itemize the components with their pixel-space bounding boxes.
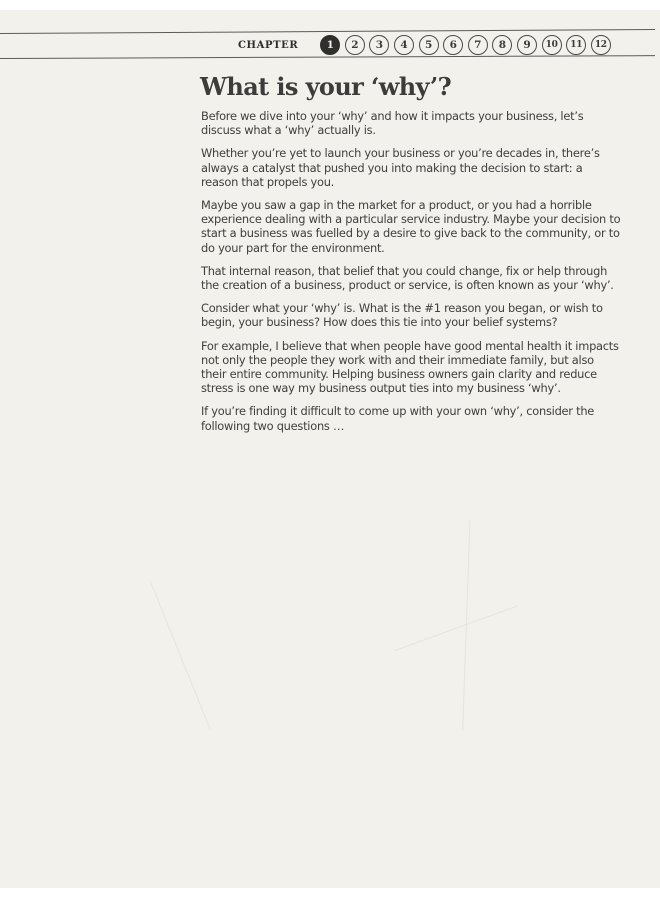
paper-scuff bbox=[395, 606, 518, 651]
chapter-number-11: 11 bbox=[566, 35, 586, 55]
chapter-number-6: 6 bbox=[443, 35, 463, 55]
page-top-edge bbox=[0, 0, 660, 10]
chapter-number-4: 4 bbox=[394, 35, 414, 55]
paragraph: Before we dive into your ‘why’ and how it impacts your business, let’s discuss what a ‘why’ actually is. bbox=[201, 109, 584, 138]
chapter-number-2: 2 bbox=[345, 35, 365, 55]
paragraph: Maybe you saw a gap in the market for a product, or you had a horrible experience dealing with a particular service industry. Maybe your decision to start a business was fuelled by a desire to give back to the community, or to do your part for the environment. bbox=[201, 198, 621, 255]
chapter-number-list bbox=[320, 35, 615, 55]
body-text bbox=[201, 109, 621, 442]
paragraph: If you’re finding it difficult to come up with your own ‘why’, consider the following two questions … bbox=[201, 404, 595, 433]
chapter-number-9: 9 bbox=[517, 35, 537, 55]
chapter-navigation bbox=[238, 34, 615, 56]
paragraph: That internal reason, that belief that you could change, fix or help through the creation of a business, product or service, is often known as your ‘why’. bbox=[201, 263, 614, 293]
paragraph: Consider what your ‘why’ is. What is the #1 reason you began, or wish to begin, your business? How does this tie into your belief systems? bbox=[201, 301, 603, 330]
chapter-number-10: 10 bbox=[542, 35, 562, 55]
paper-scuff bbox=[150, 580, 211, 729]
chapter-number-7: 7 bbox=[468, 35, 488, 55]
page-title: What is your ‘why’? bbox=[200, 72, 452, 101]
paragraph: Whether you’re yet to launch your business or you’re decades in, there’s always a catalyst that pushed you into making the decision to start: a reason that propels you. bbox=[201, 146, 600, 189]
page-bottom-edge bbox=[0, 888, 660, 900]
chapter-number-5: 5 bbox=[419, 35, 439, 55]
chapter-number-1: 1 bbox=[320, 35, 340, 55]
chapter-label: CHAPTER bbox=[238, 39, 299, 51]
chapter-number-8: 8 bbox=[492, 35, 512, 55]
chapter-number-3: 3 bbox=[369, 35, 389, 55]
chapter-number-12: 12 bbox=[591, 35, 611, 55]
paragraph: For example, I believe that when people have good mental health it impacts not only the people they work with and their immediate family, but also their entire community. Helping business owners gain clarity and reduce stress is one way my business output ties into my business ‘why’. bbox=[201, 338, 619, 396]
